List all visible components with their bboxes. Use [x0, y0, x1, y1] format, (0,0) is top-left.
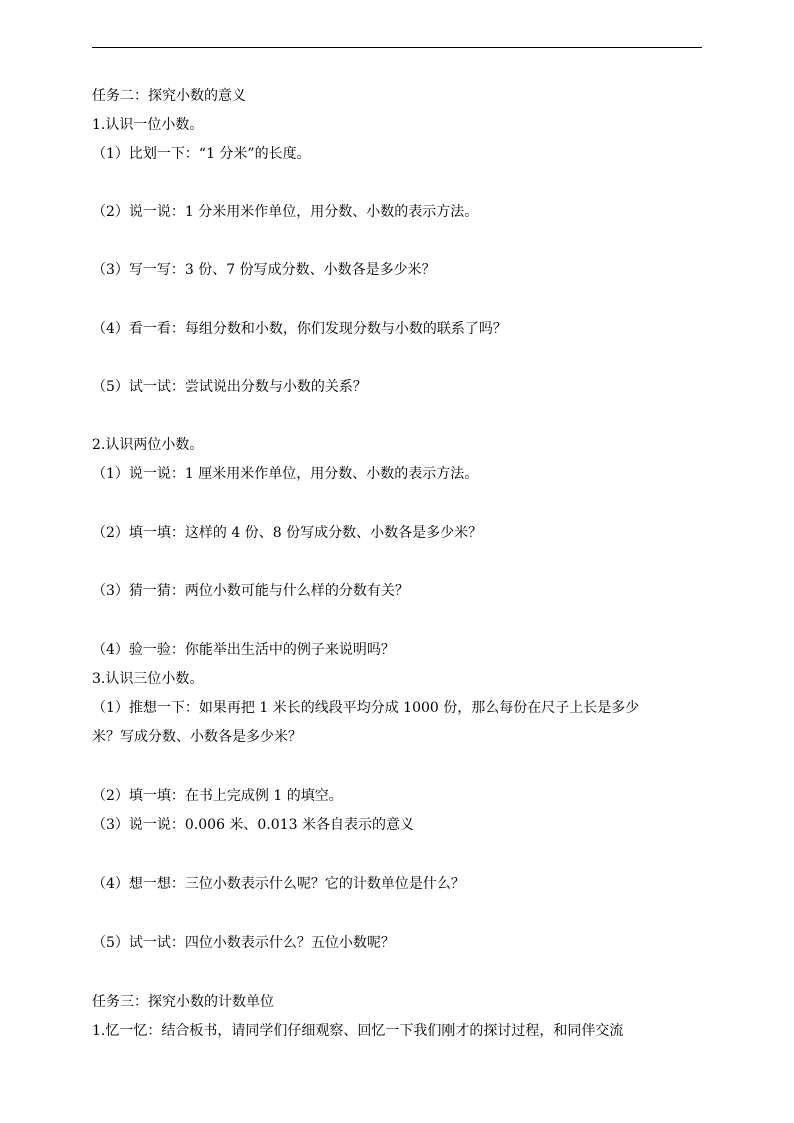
s3-question-1-line-2: 米？写成分数、小数各是多少米？ — [92, 729, 302, 745]
header-rule — [92, 47, 702, 48]
s1-question-4: （4）看一看：每组分数和小数，你们发现分数与小数的联系了吗？ — [92, 321, 507, 337]
s2-question-3: （3）猜一猜：两位小数可能与什么样的分数有关？ — [92, 583, 409, 599]
section3-heading: 3.认识三位小数。 — [92, 671, 204, 687]
s2-question-1: （1）说一说：1 厘米用米作单位，用分数、小数的表示方法。 — [92, 466, 479, 482]
s3-question-2: （2）填一填：在书上完成例 1 的填空。 — [92, 788, 343, 804]
s3-question-1-line-1: （1）推想一下：如果再把 1 米长的线段平均分成 1000 份，那么每份在尺子上长是多少 — [92, 700, 640, 716]
s2-question-2: （2）填一填：这样的 4 份、8 份写成分数、小数各是多少米？ — [92, 525, 483, 541]
s1-question-5: （5）试一试：尝试说出分数与小数的关系？ — [92, 379, 367, 395]
s3-question-5: （5）试一试：四位小数表示什么？五位小数呢？ — [92, 935, 395, 951]
s2-question-4: （4）验一验：你能举出生活中的例子来说明吗？ — [92, 642, 395, 658]
section2-heading: 2.认识两位小数。 — [92, 437, 204, 453]
s3-question-3: （3）说一说：0.006 米、0.013 米各自表示的意义 — [92, 817, 414, 833]
task3-section1: 1.忆一忆：结合板书，请同学们仔细观察、回忆一下我们刚才的探讨过程，和同伴交流 — [92, 1023, 624, 1039]
section1-heading: 1.认识一位小数。 — [92, 117, 204, 133]
s1-question-1: （1）比划一下：“1 分米”的长度。 — [92, 146, 311, 162]
s1-question-3: （3）写一写：3 份、7 份写成分数、小数各是多少米？ — [92, 262, 436, 278]
s1-question-2: （2）说一说：1 分米用米作单位，用分数、小数的表示方法。 — [92, 204, 479, 220]
s3-question-4: （4）想一想：三位小数表示什么呢？它的计数单位是什么？ — [92, 876, 465, 892]
task3-heading: 任务三：探究小数的计数单位 — [92, 994, 274, 1010]
task2-heading: 任务二：探究小数的意义 — [92, 88, 246, 104]
